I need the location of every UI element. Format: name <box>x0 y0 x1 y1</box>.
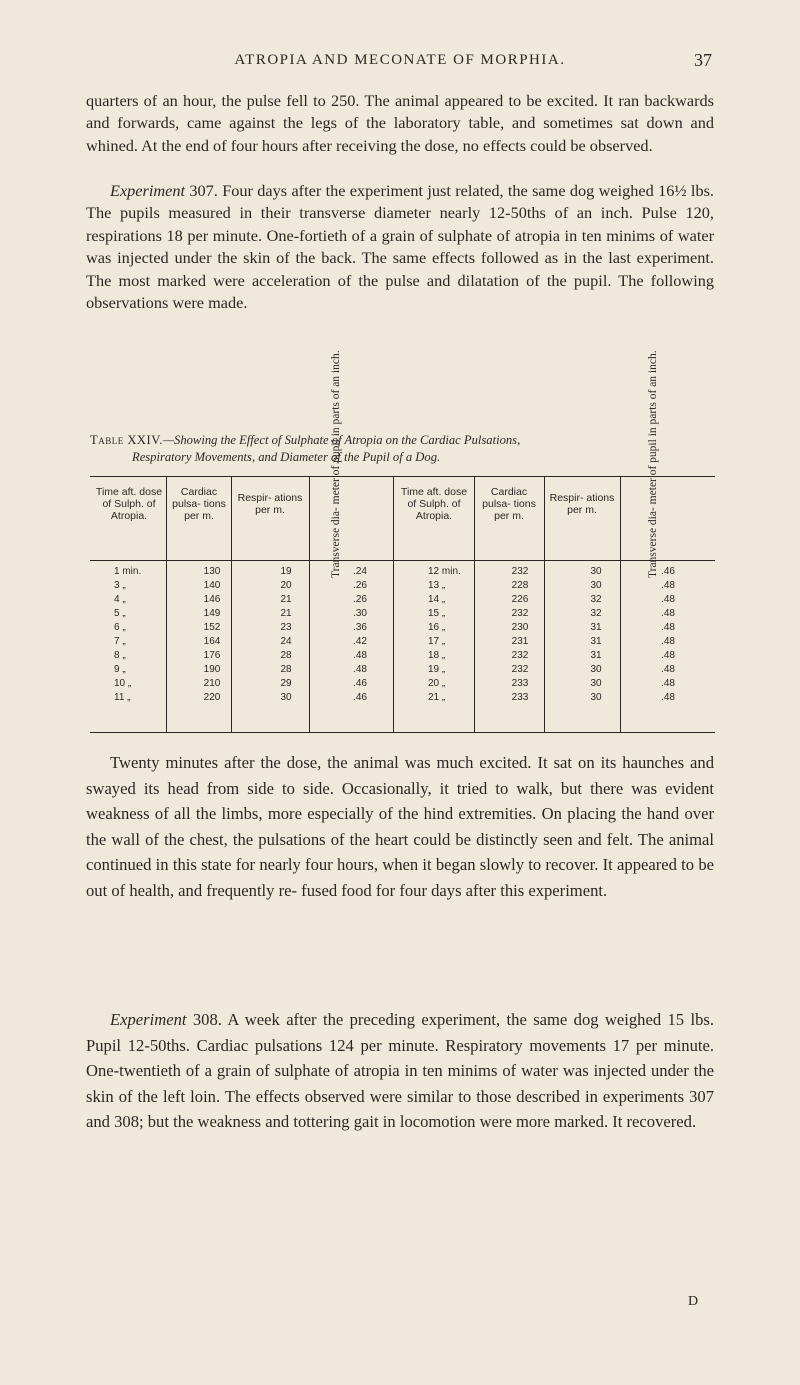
header-cardiac: Cardiac pulsa- tions per m. <box>482 486 536 522</box>
cell-diameter: .48 <box>661 622 675 633</box>
cell-diameter: .48 <box>661 594 675 605</box>
cell-cardiac: 231 <box>511 636 529 647</box>
table-row <box>0 566 800 578</box>
cell-diameter: .36 <box>353 622 367 633</box>
cell-time: 18 „ <box>428 650 446 661</box>
cell-time: 10 „ <box>114 678 132 689</box>
cell-time: 5 „ <box>114 608 126 619</box>
cell-cardiac: 149 <box>203 608 221 619</box>
cell-diameter: .48 <box>661 678 675 689</box>
cell-diameter: .48 <box>353 650 367 661</box>
cell-diameter: .48 <box>661 650 675 661</box>
table-row <box>0 594 800 606</box>
cell-diameter: .46 <box>353 692 367 703</box>
cell-respirations: 31 <box>590 622 602 633</box>
cell-diameter: .48 <box>353 664 367 675</box>
cell-cardiac: 152 <box>203 622 221 633</box>
cell-respirations: 30 <box>590 566 602 577</box>
cell-cardiac: 232 <box>511 650 529 661</box>
signature-mark: D <box>688 1294 699 1309</box>
header-respirations: Respir- ations per m. <box>549 492 615 516</box>
running-head-title: ATROPIA AND MECONATE OF MORPHIA. <box>234 52 566 68</box>
cell-time: 11 „ <box>114 692 131 703</box>
table-row <box>0 580 800 592</box>
caption-line-2: Respiratory Movements, and Diameter of the Pupil of a Dog. <box>132 450 441 464</box>
cell-time: 20 „ <box>428 678 446 689</box>
table-row <box>0 622 800 634</box>
cell-respirations: 20 <box>280 580 292 591</box>
cell-respirations: 21 <box>280 594 292 605</box>
cell-cardiac: 130 <box>203 566 221 577</box>
cell-cardiac: 176 <box>203 650 221 661</box>
table-top-rule <box>90 476 715 477</box>
cell-cardiac: 164 <box>203 636 221 647</box>
header-diameter: Transverse dia- meter of pupil in parts of an inch. <box>647 350 659 578</box>
header-diameter: Transverse dia- meter of pupil in parts of an inch. <box>330 350 342 578</box>
cell-diameter: .48 <box>661 692 675 703</box>
cell-time: 1 min. <box>114 566 142 577</box>
cell-cardiac: 146 <box>203 594 221 605</box>
table-header-rule <box>90 560 715 561</box>
cell-diameter: .48 <box>661 664 675 675</box>
table-row <box>0 678 800 690</box>
cell-cardiac: 210 <box>203 678 221 689</box>
cell-cardiac: 233 <box>511 678 529 689</box>
cell-diameter: .46 <box>661 566 675 577</box>
cell-cardiac: 233 <box>511 692 529 703</box>
header-cardiac: Cardiac pulsa- tions per m. <box>172 486 226 522</box>
cell-cardiac: 226 <box>511 594 529 605</box>
cell-cardiac: 232 <box>511 566 529 577</box>
cell-respirations: 28 <box>280 664 292 675</box>
cell-time: 7 „ <box>114 636 126 647</box>
cell-diameter: .26 <box>353 580 367 591</box>
cell-respirations: 23 <box>280 622 292 633</box>
experiment-label: Experiment <box>110 181 186 200</box>
cell-respirations: 31 <box>590 650 602 661</box>
cell-respirations: 32 <box>590 594 602 605</box>
table-row <box>0 664 800 676</box>
paragraph-observations: Twenty minutes after the dose, the animal was much excited. It sat on its haunches and swayed its head from side to side. Occasionally, it tried to walk, but there was evident weakness of all the limbs, more especially of the hind extremities. On placing the hand over the wall of the chest, the pulsations of the heart could be distinctly seen and felt. The animal continued in this state for nearly four hours, when it began slowly to recover. It appeared to be out of health, and frequently re- fused food for four days after this experiment. <box>86 753 714 900</box>
table-row <box>0 650 800 662</box>
cell-time: 6 „ <box>114 622 126 633</box>
cell-time: 4 „ <box>114 594 126 605</box>
cell-diameter: .42 <box>353 636 367 647</box>
cell-respirations: 24 <box>280 636 292 647</box>
header-respirations: Respir- ations per m. <box>237 492 303 516</box>
cell-cardiac: 220 <box>203 692 221 703</box>
table-row <box>0 692 800 704</box>
table-row <box>0 636 800 648</box>
cell-time: 14 „ <box>428 594 446 605</box>
paragraph-experiment-308 <box>86 1007 714 1135</box>
cell-respirations: 30 <box>590 580 602 591</box>
cell-respirations: 31 <box>590 636 602 647</box>
header-time: Time aft. dose of Sulph. of Atropia. <box>400 486 468 522</box>
page-number: 37 <box>694 50 712 70</box>
cell-respirations: 30 <box>280 692 292 703</box>
cell-diameter: .46 <box>353 678 367 689</box>
cell-diameter: .48 <box>661 608 675 619</box>
cell-cardiac: 232 <box>511 608 529 619</box>
cell-respirations: 30 <box>590 692 602 703</box>
cell-diameter: .26 <box>353 594 367 605</box>
caption-line-1: —Showing the Effect of Sulphate of Atropia on the Cardiac Pulsations, <box>162 433 521 447</box>
cell-time: 13 „ <box>428 580 446 591</box>
cell-cardiac: 232 <box>511 664 529 675</box>
cell-time: 17 „ <box>428 636 446 647</box>
paragraph-continuation: quarters of an hour, the pulse fell to 250. The animal appeared to be excited. It ran backwards and forwards, came against the legs of the laboratory table, and sometimes sat down and whined. At the end of four hours after receiving the dose, no effects could be observed. <box>86 91 714 155</box>
cell-cardiac: 190 <box>203 664 221 675</box>
cell-respirations: 29 <box>280 678 292 689</box>
cell-cardiac: 228 <box>511 580 529 591</box>
table-number: Table XXIV. <box>90 433 163 447</box>
cell-time: 16 „ <box>428 622 446 633</box>
experiment-308-text: 308. A week after the preceding experiment, the same dog weighed 15 lbs. Pupil 12-50ths. Cardiac pulsations 124 per minute. Respiratory movements 17 per minute. One-twentieth of a grain of sulphate of atropia in ten minims of water was injected under the skin of the left loin. The effects observed were similar to those described in experiments 307 and 308; but the weakness and tottering gait in locomotion were more marked. It recovered. <box>86 1010 714 1132</box>
cell-respirations: 32 <box>590 608 602 619</box>
cell-time: 15 „ <box>428 608 446 619</box>
cell-time: 8 „ <box>114 650 126 661</box>
table-bottom-rule <box>90 732 715 733</box>
paragraph-experiment-307 <box>86 180 714 314</box>
cell-cardiac: 140 <box>203 580 221 591</box>
cell-time: 19 „ <box>428 664 446 675</box>
cell-time: 21 „ <box>428 692 446 703</box>
header-time: Time aft. dose of Sulph. of Atropia. <box>95 486 163 522</box>
cell-respirations: 21 <box>280 608 292 619</box>
cell-diameter: .24 <box>353 566 367 577</box>
cell-time: 9 „ <box>114 664 126 675</box>
cell-respirations: 19 <box>280 566 292 577</box>
cell-respirations: 28 <box>280 650 292 661</box>
cell-cardiac: 230 <box>511 622 529 633</box>
experiment-label: Experiment <box>110 1010 187 1029</box>
cell-diameter: .48 <box>661 580 675 591</box>
cell-time: 3 „ <box>114 580 126 591</box>
table-caption <box>90 432 710 466</box>
cell-diameter: .48 <box>661 636 675 647</box>
cell-diameter: .30 <box>353 608 367 619</box>
running-head <box>0 52 800 76</box>
cell-respirations: 30 <box>590 678 602 689</box>
cell-respirations: 30 <box>590 664 602 675</box>
table-row <box>0 608 800 620</box>
experiment-307-text: 307. Four days after the experiment just related, the same dog weighed 16½ lbs. The pupils measured in their transverse diameter nearly 12-50ths of an inch. Pulse 120, respirations 18 per minute. One-fortieth of a grain of sulphate of atropia in ten minims of water was injected under the skin of the back. The same effects followed as in the last experiment. The most marked were acceleration of the pulse and dilatation of the pupil. The following observations were made. <box>86 181 714 313</box>
cell-time: 12 min. <box>428 566 461 577</box>
